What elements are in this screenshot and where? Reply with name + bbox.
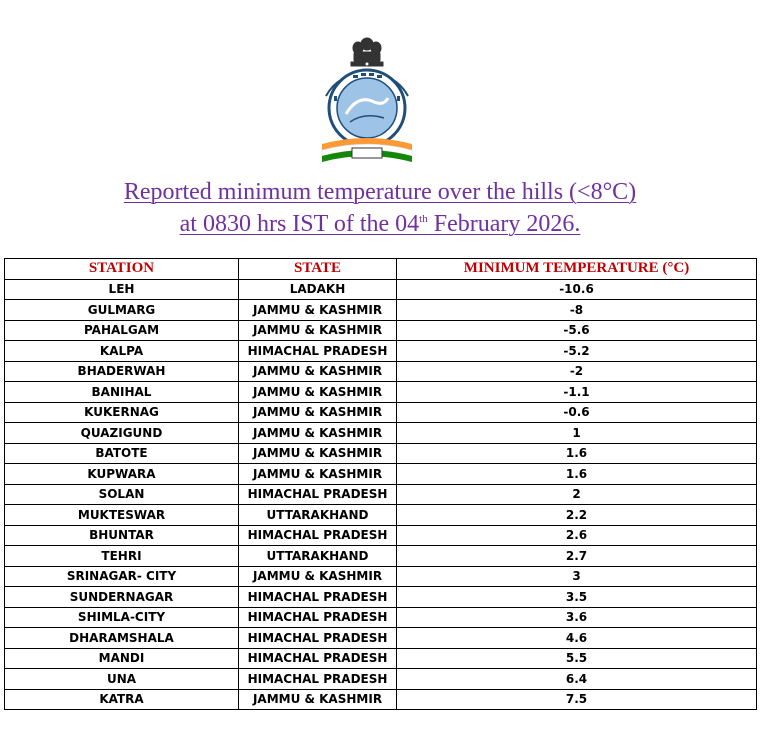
station-cell: UNA — [5, 669, 239, 690]
table-row — [5, 361, 757, 382]
state-cell: HIMACHAL PRADESH — [239, 341, 397, 362]
station-cell: SRINAGAR- CITY — [5, 566, 239, 587]
header-state: STATE — [239, 259, 397, 280]
station-cell: MANDI — [5, 648, 239, 669]
station-cell: SUNDERNAGAR — [5, 587, 239, 608]
title-line-2-text: at 0830 hrs IST of the 04 — [179, 211, 420, 237]
station-cell: LEH — [5, 279, 239, 300]
min-temp-cell: 2 — [397, 484, 757, 505]
title-line-2-end: February 2026. — [427, 211, 581, 237]
station-cell: SHIMLA-CITY — [5, 607, 239, 628]
state-cell: JAMMU & KASHMIR — [239, 320, 397, 341]
state-cell: JAMMU & KASHMIR — [239, 566, 397, 587]
table-row — [5, 382, 757, 403]
table-row — [5, 300, 757, 321]
table-row — [5, 484, 757, 505]
table-row — [5, 320, 757, 341]
table-row — [5, 505, 757, 526]
min-temp-cell: 1 — [397, 423, 757, 444]
imd-emblem-icon — [318, 36, 416, 164]
state-cell: HIMACHAL PRADESH — [239, 669, 397, 690]
table-header-row — [5, 259, 757, 280]
title-line-1: Reported minimum temperature over the hills (<8°C) — [123, 179, 637, 205]
min-temp-cell: -10.6 — [397, 279, 757, 300]
table-row — [5, 566, 757, 587]
min-temp-cell: 5.5 — [397, 648, 757, 669]
table-row — [5, 669, 757, 690]
station-cell: KATRA — [5, 689, 239, 710]
state-cell: LADAKH — [239, 279, 397, 300]
state-cell: JAMMU & KASHMIR — [239, 443, 397, 464]
state-cell: JAMMU & KASHMIR — [239, 689, 397, 710]
table-row — [5, 648, 757, 669]
state-cell: HIMACHAL PRADESH — [239, 628, 397, 649]
table-row — [5, 464, 757, 485]
table-row — [5, 443, 757, 464]
station-cell: BHUNTAR — [5, 525, 239, 546]
station-cell: QUAZIGUND — [5, 423, 239, 444]
state-cell: HIMACHAL PRADESH — [239, 607, 397, 628]
table-row — [5, 423, 757, 444]
state-cell: HIMACHAL PRADESH — [239, 484, 397, 505]
min-temp-cell: 2.2 — [397, 505, 757, 526]
min-temp-cell: 1.6 — [397, 443, 757, 464]
min-temp-cell: -5.2 — [397, 341, 757, 362]
station-cell: BATOTE — [5, 443, 239, 464]
imd-logo — [318, 36, 416, 164]
state-cell: JAMMU & KASHMIR — [239, 423, 397, 444]
min-temp-cell: 2.6 — [397, 525, 757, 546]
state-cell: JAMMU & KASHMIR — [239, 464, 397, 485]
state-cell: JAMMU & KASHMIR — [239, 402, 397, 423]
min-temp-cell: -0.6 — [397, 402, 757, 423]
table-row — [5, 628, 757, 649]
state-cell: JAMMU & KASHMIR — [239, 361, 397, 382]
min-temp-cell: 3.5 — [397, 587, 757, 608]
station-cell: KALPA — [5, 341, 239, 362]
state-cell: HIMACHAL PRADESH — [239, 648, 397, 669]
header-station: STATION — [5, 259, 239, 280]
station-cell: PAHALGAM — [5, 320, 239, 341]
title-line-2 — [0, 208, 760, 240]
state-cell: HIMACHAL PRADESH — [239, 525, 397, 546]
header-min-temperature: MINIMUM TEMPERATURE (°C) — [397, 259, 757, 280]
table-row — [5, 689, 757, 710]
min-temp-cell: 4.6 — [397, 628, 757, 649]
state-cell: UTTARAKHAND — [239, 546, 397, 567]
station-cell: SOLAN — [5, 484, 239, 505]
table-row — [5, 341, 757, 362]
station-cell: DHARAMSHALA — [5, 628, 239, 649]
station-cell: TEHRI — [5, 546, 239, 567]
table-row — [5, 587, 757, 608]
title-ordinal-suffix: th — [419, 213, 428, 225]
min-temp-cell: 2.7 — [397, 546, 757, 567]
report-title — [0, 176, 760, 240]
state-cell: UTTARAKHAND — [239, 505, 397, 526]
table-row — [5, 525, 757, 546]
table-row — [5, 402, 757, 423]
min-temp-cell: 1.6 — [397, 464, 757, 485]
min-temp-cell: 3 — [397, 566, 757, 587]
station-cell: BHADERWAH — [5, 361, 239, 382]
table-row — [5, 546, 757, 567]
min-temp-cell: -8 — [397, 300, 757, 321]
temperature-table — [4, 258, 757, 710]
min-temp-cell: 3.6 — [397, 607, 757, 628]
station-cell: KUKERNAG — [5, 402, 239, 423]
min-temp-cell: -5.6 — [397, 320, 757, 341]
state-cell: HIMACHAL PRADESH — [239, 587, 397, 608]
min-temp-cell: 7.5 — [397, 689, 757, 710]
station-cell: BANIHAL — [5, 382, 239, 403]
table-row — [5, 279, 757, 300]
station-cell: GULMARG — [5, 300, 239, 321]
min-temp-cell: -1.1 — [397, 382, 757, 403]
min-temp-cell: -2 — [397, 361, 757, 382]
table-row — [5, 607, 757, 628]
station-cell: MUKTESWAR — [5, 505, 239, 526]
min-temp-cell: 6.4 — [397, 669, 757, 690]
state-cell: JAMMU & KASHMIR — [239, 300, 397, 321]
station-cell: KUPWARA — [5, 464, 239, 485]
state-cell: JAMMU & KASHMIR — [239, 382, 397, 403]
